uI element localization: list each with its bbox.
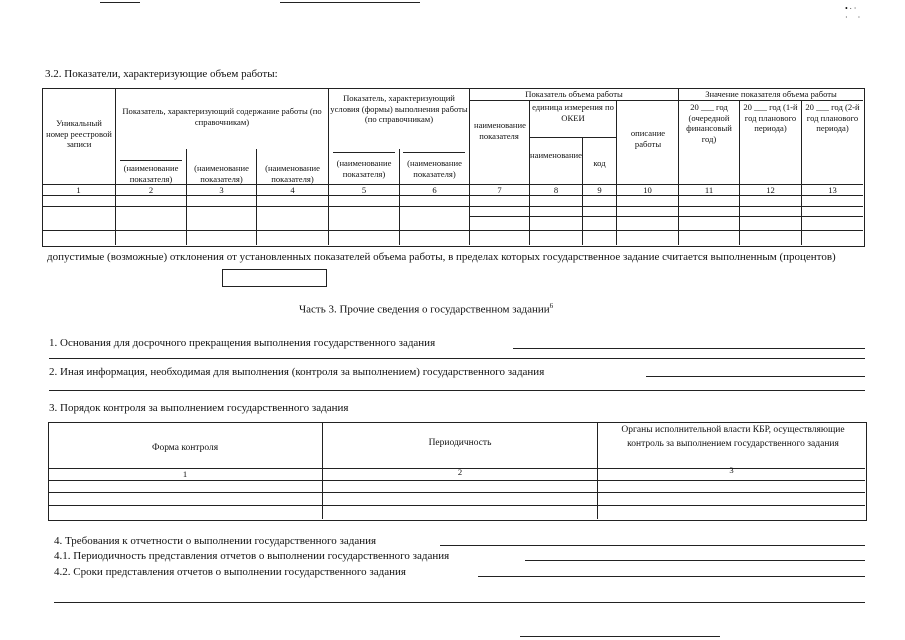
- control-table: [48, 422, 866, 520]
- col-num: 6: [432, 185, 437, 195]
- header-unit: единица измерения по ОКЕИ: [532, 102, 614, 123]
- header-values: Значение показателя объема работы: [705, 89, 837, 99]
- part3-footnote: 6: [549, 302, 554, 310]
- header-volume: Показатель объема работы: [525, 89, 623, 99]
- item-4-1-fill-line[interactable]: [525, 560, 865, 561]
- col-num: 10: [643, 185, 652, 195]
- header-unit-name: наименование: [530, 150, 582, 160]
- item-1-fill-line-2[interactable]: [49, 358, 865, 359]
- col-num: 2: [148, 185, 154, 195]
- col-num: 3: [729, 465, 734, 475]
- col-num: 5: [361, 185, 367, 195]
- item-4-2-fill-line[interactable]: [478, 576, 865, 577]
- col-num: 7: [497, 185, 502, 195]
- item-4-1: 4.1. Периодичность представления отчетов о выполнении государственного задания: [54, 550, 450, 562]
- col-num: 3: [219, 185, 224, 195]
- header-conditions: Показатель, характеризующий условия (формы) выполнения работы (по справочникам): [330, 93, 468, 124]
- subheader-name-5: (наименование показателя): [407, 158, 462, 179]
- col-num: 9: [597, 185, 602, 195]
- deviation-input[interactable]: [222, 269, 327, 287]
- col-num: 12: [766, 185, 775, 195]
- col-num: 13: [828, 185, 837, 195]
- header-content: Показатель, характеризующий содержание работы (по справочникам): [122, 106, 322, 127]
- bottom-scan-line: [520, 636, 720, 637]
- subheader-name-3: (наименование показателя): [265, 163, 320, 184]
- header-year-2: 20 ___ год (1-й год планового периода): [743, 102, 798, 133]
- subheader-name-1: (наименование показателя): [123, 163, 179, 184]
- volume-table: [42, 88, 864, 246]
- item-4: 4. Требования к отчетности о выполнении государственного задания: [54, 535, 377, 547]
- header-control-organs: Органы исполнительной власти КБР, осуществляющие контроль за выполнением государственного задания: [621, 425, 845, 449]
- item-2-fill-line[interactable]: [646, 376, 865, 377]
- col-num: 8: [553, 185, 559, 195]
- header-control-form: Форма контроля: [151, 443, 219, 453]
- header-unit-code: код: [593, 158, 606, 168]
- col-num: 2: [457, 467, 463, 477]
- deviation-text: допустимые (возможные) отклонения от установленных показателей объема работы, в пределах которых государственное задание считается выполненным (процентов): [47, 251, 836, 263]
- col-num: 1: [182, 469, 188, 479]
- top-scan-line: [100, 2, 140, 3]
- section-title: 3.2. Показатели, характеризующие объем работы:: [45, 68, 278, 80]
- subheader-name-4: (наименование показателя): [336, 158, 392, 179]
- header-year-1: 20 ___ год (очередной финансовый год): [686, 102, 732, 144]
- item-2-fill-line-2[interactable]: [49, 390, 865, 391]
- scan-dots: • ∙ · · ·: [845, 4, 861, 22]
- col-num: 4: [290, 185, 295, 195]
- item-1: 1. Основания для досрочного прекращения выполнения государственного задания: [49, 337, 436, 349]
- col-num: 11: [704, 185, 714, 195]
- header-year-3: 20 ___ год (2-й год планового периода): [805, 102, 860, 133]
- item-4-2-fill-line-2[interactable]: [54, 602, 865, 603]
- header-volume-name: наименование показателя: [474, 120, 526, 141]
- header-description: описание работы: [630, 128, 666, 149]
- subheader-name-2: (наименование показателя): [194, 163, 249, 184]
- item-4-2: 4.2. Сроки представления отчетов о выполнении государственного задания: [54, 566, 406, 578]
- header-unique-record: Уникальный номер реестровой записи: [46, 118, 112, 149]
- item-2: 2. Иная информация, необходимая для выполнения (контроля за выполнением) государственного задания: [49, 366, 545, 378]
- item-3: 3. Порядок контроля за выполнением государственного задания: [49, 402, 349, 414]
- header-periodicity: Периодичность: [428, 438, 492, 448]
- col-num: 1: [76, 185, 81, 195]
- top-scan-line: [280, 2, 420, 3]
- item-4-fill-line[interactable]: [440, 545, 865, 546]
- item-1-fill-line[interactable]: [513, 348, 865, 349]
- part3-title-text: Часть 3. Прочие сведения о государственном задании: [299, 303, 550, 316]
- part3-title: [299, 302, 553, 316]
